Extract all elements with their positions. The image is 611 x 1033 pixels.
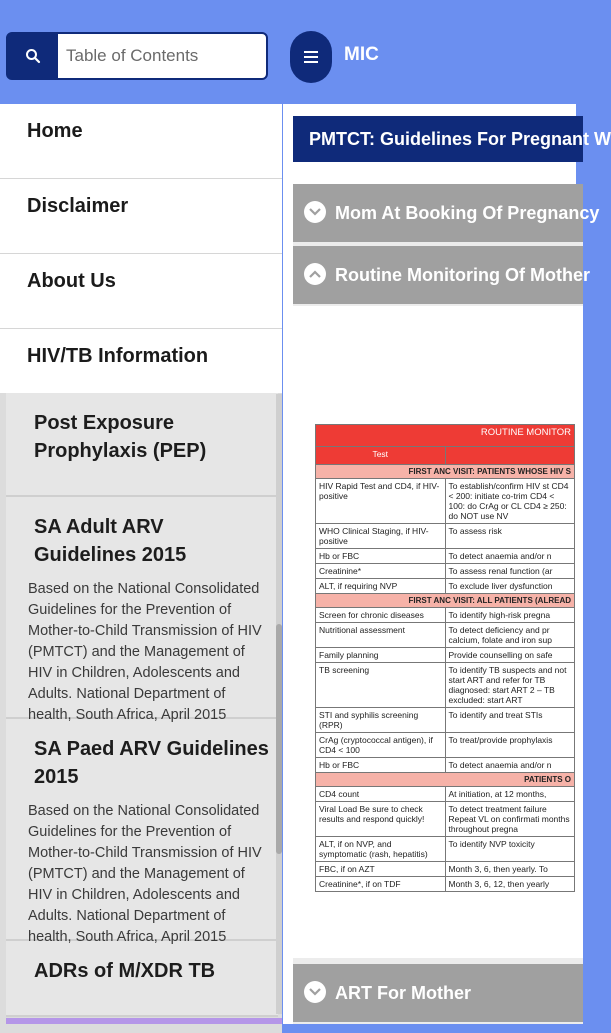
table-cell-purpose: To assess risk [445,524,575,549]
section-header-art-for-mother[interactable] [293,964,583,1022]
table-row [316,648,575,663]
table-section-label: PATIENTS O [316,773,575,787]
routine-monitoring-panel [293,306,583,958]
table-section-row [316,594,575,608]
table-cell-test: CrAg (cryptococcal antigen), if CD4 < 100 [316,733,446,758]
section-header-mom-at-booking[interactable] [293,184,600,242]
table-cell-purpose: At initiation, at 12 months, [445,787,575,802]
accordion [293,184,600,1024]
section-title: Routine Monitoring Of Mother [335,265,590,285]
table-row [316,862,575,877]
subitem-title: SA Adult ARV Guidelines 2015 [34,516,187,566]
column-header-test: Test [316,447,446,465]
sidebar-item-hiv-tb-information[interactable]: HIV/TB Information [0,329,282,404]
subitem-title: SA Paed ARV Guidelines 2015 [34,738,269,788]
table-cell-test: TB screening [316,663,446,708]
table-row [316,877,575,892]
table-section-row [316,773,575,787]
top-bar [0,0,576,104]
menu-button[interactable] [290,31,332,83]
table-banner-row [316,425,575,447]
table-cell-test: WHO Clinical Staging, if HIV-positive [316,524,446,549]
table-banner: ROUTINE MONITOR [316,425,575,447]
sidebar-subitem-paed-arv[interactable] [6,719,278,945]
table-cell-test: Viral Load Be sure to check results and respond quickly! [316,802,446,837]
chevron-down-icon [304,981,326,1003]
table-cell-test: Nutritional assessment [316,623,446,648]
hamburger-icon [304,51,318,63]
subitem-title: ADRs of M/XDR TB [34,960,216,982]
table-cell-test: CD4 count [316,787,446,802]
table-row [316,663,575,708]
table-row [316,708,575,733]
sidebar-item-home[interactable]: Home [0,104,282,179]
section-title: Mom At Booking Of Pregnancy [335,203,600,223]
table-cell-test: FBC, if on AZT [316,862,446,877]
section-header-routine-monitoring[interactable] [293,246,590,304]
table-row [316,802,575,837]
column-header-purpose [445,447,575,465]
table-cell-test: Creatinine* [316,564,446,579]
table-cell-test: ALT, if on NVP, and symptomatic (rash, hepatitis) [316,837,446,862]
table-cell-purpose: To identify TB suspects and not start ART and refer for TB diagnosed: start ART 2 – TB excluded: start ART [445,663,575,708]
sidebar-item-about-us[interactable]: About Us [0,254,282,329]
table-cell-purpose: To treat/provide prophylaxis [445,733,575,758]
table-cell-test: Screen for chronic diseases [316,608,446,623]
table-cell-test: HIV Rapid Test and CD4, if HIV-positive [316,479,446,524]
search-icon [25,48,41,64]
page-title: PMTCT: Guidelines For Pregnant W [293,116,583,162]
table-cell-test: STI and syphilis screening (RPR) [316,708,446,733]
table-row [316,524,575,549]
sidebar-item-disclaimer[interactable]: Disclaimer [0,179,282,254]
table-cell-purpose: To assess renal function (ar [445,564,575,579]
sidebar-scrollbar-thumb[interactable] [276,624,282,854]
table-cell-purpose: To detect anaemia and/or n [445,549,575,564]
chevron-up-icon [304,263,326,285]
subitem-description: Based on the National Consolidated Guidelines for the Prevention of Mother-to-Child Transmission of HIV (PMTCT) and the Management of HIV in Children, Adolescents and Adults. National Department of health, South Africa, April 2015 [28,581,262,723]
table-row [316,579,575,594]
table-cell-purpose: Provide counselling on safe [445,648,575,663]
table-cell-purpose: To detect treatment failure Repeat VL on confirmati months throughout pregna [445,802,575,837]
table-cell-test: Hb or FBC [316,549,446,564]
table-cell-purpose: To detect anaemia and/or n [445,758,575,773]
search-box [6,32,268,80]
table-cell-test: Hb or FBC [316,758,446,773]
table-section-row [316,465,575,479]
table-header-row [316,447,575,465]
app-title: MIC [344,44,379,65]
sidebar-bottom-indicator [6,1018,282,1024]
table-row [316,608,575,623]
table-cell-test: Family planning [316,648,446,663]
table-cell-purpose: Month 3, 6, then yearly. To [445,862,575,877]
search-input[interactable] [66,42,256,70]
subitem-title: Post Exposure Prophylaxis (PEP) [34,412,207,462]
table-row [316,837,575,862]
table-cell-purpose: To identify high-risk pregna [445,608,575,623]
table-cell-purpose: To identify and treat STIs [445,708,575,733]
table-cell-purpose: Month 3, 6, 12, then yearly [445,877,575,892]
routine-monitoring-table [315,424,575,892]
sidebar-subitem-pep[interactable] [6,393,278,497]
sidebar-subitem-adult-arv[interactable] [6,497,278,723]
table-cell-purpose: To establish/confirm HIV st CD4 < 200: initiate co-trim CD4 < 100: do CrAg or CL CD4 ≥ 250: do NOT use NV [445,479,575,524]
table-cell-purpose: To exclude liver dysfunction [445,579,575,594]
sidebar-submenu [0,393,282,1033]
table-row [316,623,575,648]
table-section-label: FIRST ANC VISIT: PATIENTS WHOSE HIV S [316,465,575,479]
subitem-description: Based on the National Consolidated Guidelines for the Prevention of Mother-to-Child Transmission of HIV (PMTCT) and the Management of HIV in Children, Adolescents and Adults. National Department of health, South Africa, April 2015 [28,803,262,945]
section-title: ART For Mother [335,983,471,1003]
main-content [283,104,611,1024]
table-row [316,733,575,758]
sidebar-subitem-adrs-mxdr-tb[interactable] [6,941,278,1017]
table-row [316,758,575,773]
table-cell-test: Creatinine*, if on TDF [316,877,446,892]
table-row [316,564,575,579]
table-row [316,479,575,524]
chevron-down-icon [304,201,326,223]
table-section-label: FIRST ANC VISIT: ALL PATIENTS (ALREAD [316,594,575,608]
table-row [316,787,575,802]
sidebar [0,104,282,1024]
table-row [316,549,575,564]
table-cell-purpose: To identify NVP toxicity [445,837,575,862]
table-cell-purpose: To detect deficiency and pr calcium, folate and iron sup [445,623,575,648]
search-button[interactable] [8,34,58,78]
table-cell-test: ALT, if requiring NVP [316,579,446,594]
